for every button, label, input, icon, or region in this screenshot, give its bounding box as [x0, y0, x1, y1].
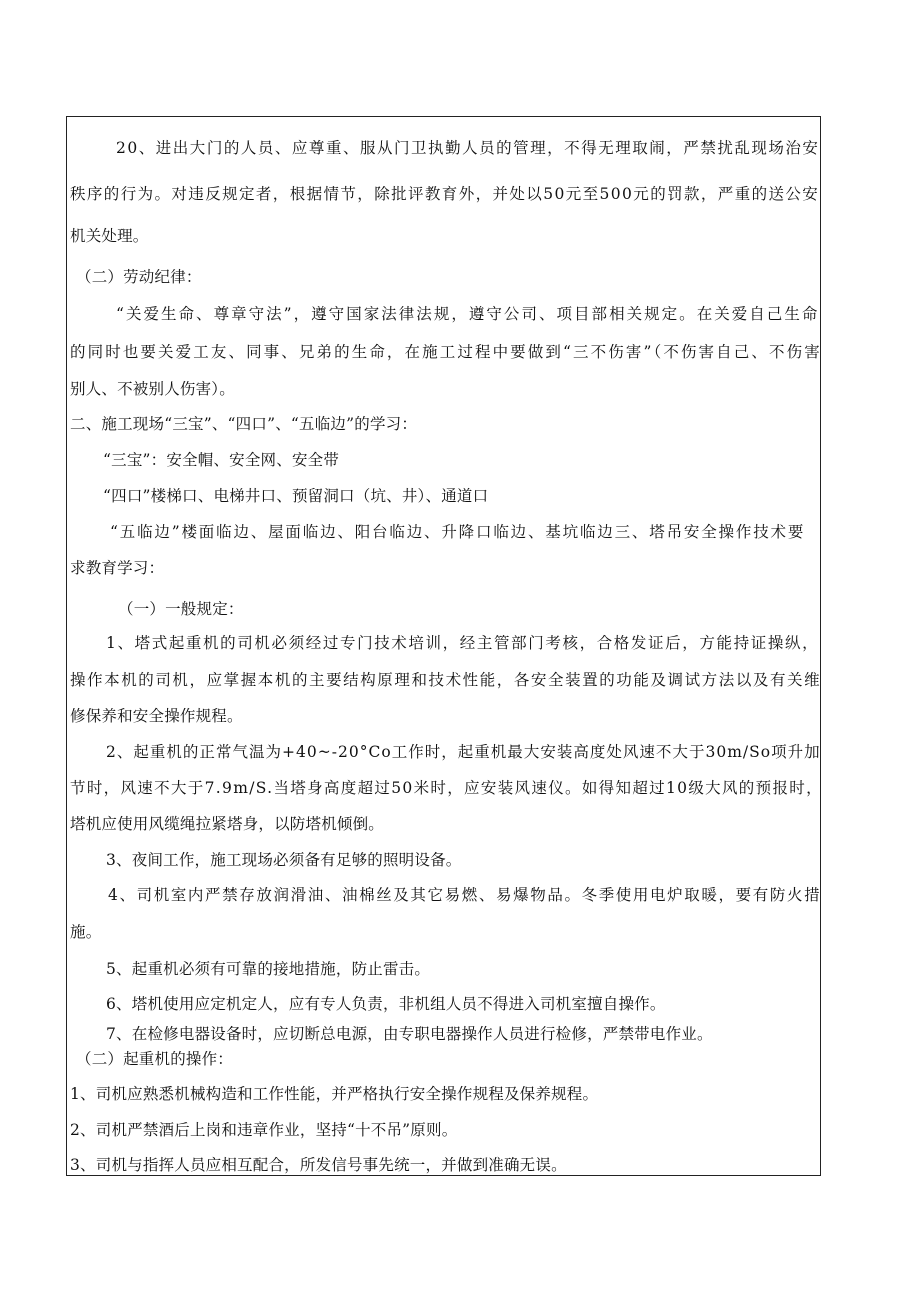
text-line: 20、进出大门的人员、应尊重、服从门卫执勤人员的管理，不得无理取闹，严禁扰乱现场治安 — [116, 139, 820, 157]
text-line: 的同时也要关爱工友、同事、兄弟的生命，在施工过程中要做到“三不伤害”（不伤害自己、不伤害 — [70, 343, 822, 361]
text-line: “四口”楼梯口、电梯井口、预留洞口（坑、井）、通道口 — [103, 487, 489, 505]
text-line: 别人、不被别人伤害）。 — [70, 380, 235, 398]
text-line: 6、塔机使用应定机定人，应有专人负责，非机组人员不得进入司机室擅自操作。 — [106, 995, 666, 1013]
text-line: “五临边”楼面临边、屋面临边、阳台临边、升降口临边、基坑临边三、塔吊安全操作技术要 — [110, 523, 806, 541]
text-line: （二）起重机的操作： — [76, 1050, 234, 1068]
text-line: 节时，风速不大于7.9m/S.当塔身高度超过50米时，应安装风速仪。如得知超过10级大风的预报时， — [70, 779, 823, 797]
text-line: 4、司机室内严禁存放润滑油、油棉丝及其它易燃、易爆物品。冬季使用电炉取暖，要有防火措 — [108, 886, 822, 904]
text-line: （一）一般规定： — [118, 600, 244, 618]
text-line: 求教育学习： — [70, 559, 165, 577]
text-line: 5、起重机必须有可靠的接地措施，防止雷击。 — [106, 960, 431, 978]
text-line: 机关处理。 — [70, 227, 149, 245]
text-line: （二）劳动纪律： — [76, 268, 202, 286]
text-line: 1、司机应熟悉机械构造和工作性能，并严格执行安全操作规程及保养规程。 — [70, 1085, 599, 1103]
text-line: 2、起重机的正常气温为+40~-20°Co工作时，起重机最大安装高度处风速不大于30m/So项升加 — [106, 743, 821, 761]
text-line: 3、夜间工作，施工现场必须备有足够的照明设备。 — [106, 851, 462, 869]
text-line: 7、在检修电器设备时，应切断总电源，由专职电器操作人员进行检修，严禁带电作业。 — [106, 1025, 713, 1043]
text-line: 施。 — [70, 923, 102, 941]
text-line: 1、塔式起重机的司机必须经过专门技术培训，经主管部门考核，合格发证后，方能持证操纵， — [106, 634, 820, 652]
text-line: 操作本机的司机，应掌握本机的主要结构原理和技术性能，各安全装置的功能及调试方法以及有关维 — [70, 671, 822, 689]
text-line: 3、司机与指挥人员应相互配合，所发信号事先统一，并做到准确无误。 — [70, 1156, 567, 1174]
text-line: 修保养和安全操作规程。 — [70, 707, 243, 725]
text-line: 秩序的行为。对违反规定者，根据情节，除批评教育外，并处以50元至500元的罚款，严重的送公安 — [70, 185, 820, 203]
text-line: 塔机应使用风缆绳拉紧塔身，以防塔机倾倒。 — [70, 815, 385, 833]
text-line: 2、司机严禁酒后上岗和违章作业，坚持“十不吊”原则。 — [70, 1121, 458, 1139]
text-line: “关爱生命、尊章守法”，遵守国家法律法规，遵守公司、项目部相关规定。在关爱自己生命 — [116, 305, 820, 323]
text-line: “三宝”：安全帽、安全网、安全带 — [103, 451, 340, 469]
text-line: 二、施工现场“三宝”、“四口”、“五临边”的学习： — [70, 415, 418, 433]
